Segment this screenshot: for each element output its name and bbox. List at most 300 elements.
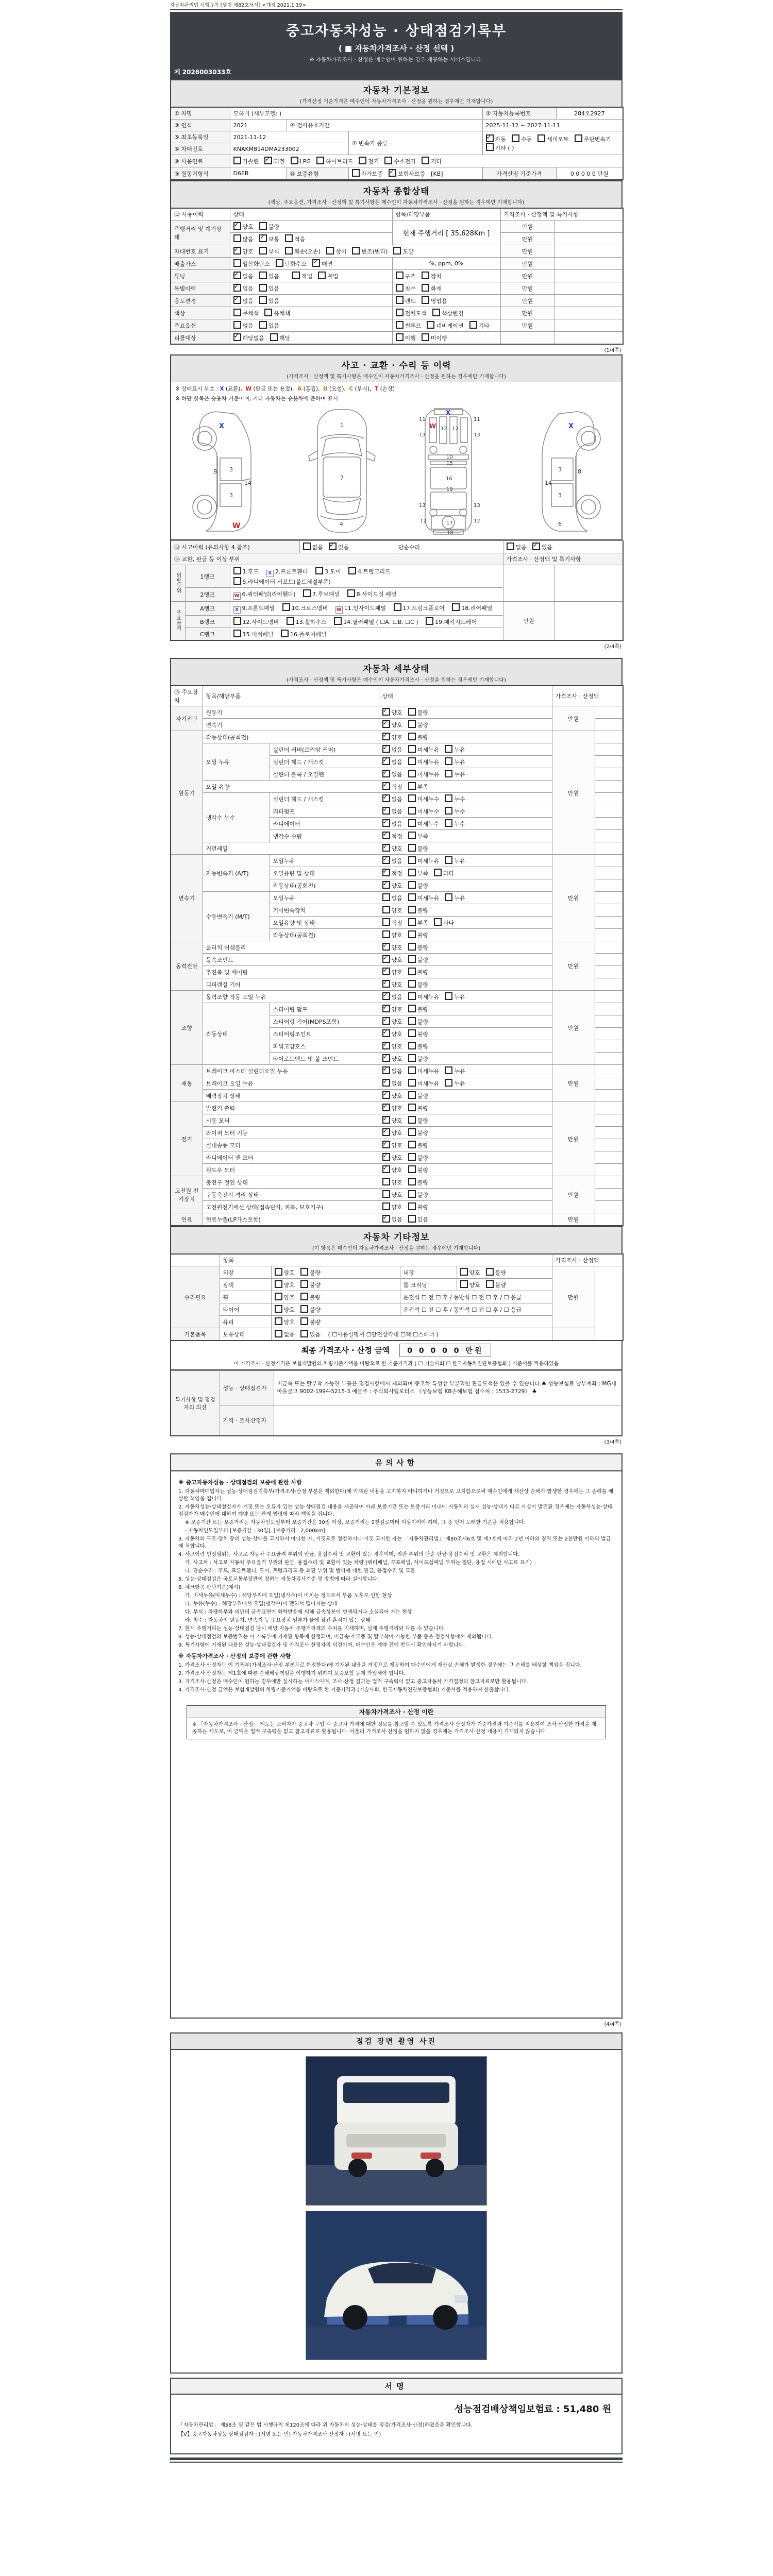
checkbox-option: 상이 <box>326 248 346 255</box>
svg-text:8: 8 <box>577 468 581 475</box>
checked-checkbox-icon <box>382 1141 390 1148</box>
state-code-T: T <box>375 386 379 392</box>
document-header <box>170 14 623 79</box>
checked-checkbox-icon <box>382 1128 390 1136</box>
checkbox-option: 미세누유 <box>408 858 440 865</box>
item-label: 작동상태(공회전) <box>270 929 379 941</box>
document-subnote: ※ 자동차가격조사 · 산정은 매수인이 원하는 경우 제공하는 서비스입니다. <box>309 57 483 63</box>
unchecked-checkbox-icon <box>275 1317 282 1325</box>
remark-cell <box>595 1102 623 1114</box>
state-checkboxes <box>379 1065 552 1077</box>
price-cell: 만원 <box>552 855 595 941</box>
checked-checkbox-icon <box>382 1042 390 1049</box>
remark-cell <box>595 756 623 768</box>
state-checkboxes <box>379 954 552 966</box>
state-checkboxes <box>379 867 552 879</box>
unchecked-checkbox-icon <box>275 1330 282 1337</box>
panel-item: 17.트렁크플로어 <box>394 605 445 612</box>
state-checkboxes <box>230 245 500 258</box>
checked-checkbox-icon <box>233 296 241 304</box>
final-price-label: 최종 가격조사 · 산정 금액 <box>301 1346 390 1355</box>
svg-text:13: 13 <box>473 503 480 509</box>
accident-history-checkboxes <box>299 541 395 553</box>
inspector-opinion: 비금속 또는 탈부착 가능한 부품은 점검사항에서 제외되며 중고차 특성상 부분적인 판금도색은 있을 수 있습니다.♣ 성능보험료 납부계좌 : MG새마을금고 9002-1994-5215-3 예금주 : 주식회사팀모터스 《성능보험 KB손해보험 접수처 : 1533-2729》 ♣ <box>274 1371 622 1405</box>
panel-group-label: 주요골격 <box>171 602 185 641</box>
item-label: 연료누출(LP가스포함) <box>203 1213 379 1226</box>
remark-cell <box>595 991 623 1003</box>
unchecked-checkbox-icon <box>408 819 416 827</box>
checkbox-option: 누수 <box>445 796 465 803</box>
state-checkboxes <box>230 332 392 345</box>
notice-line: 2. 가격조사·산정자는 제1호에 따른 손해배상책임을 이행하기 위하여 보증보험 등에 가입해야 합니다. <box>178 1671 406 1676</box>
item-label: 스티어링 기어(MDPS포함) <box>270 1015 379 1028</box>
price-cell: 만원 <box>552 731 595 855</box>
sub-group-label: 수동변속기 (M/T) <box>203 892 270 941</box>
page-marker: (4/4쪽) <box>604 2022 621 2027</box>
checkbox-option: 부족 <box>408 920 428 926</box>
unchecked-checkbox-icon <box>408 1128 416 1136</box>
svg-text:12: 12 <box>440 426 447 432</box>
item-label: 발전기 출력 <box>203 1102 379 1114</box>
remark-cell <box>595 793 623 805</box>
checkbox-option: 불량 <box>486 1282 506 1289</box>
unchecked-checkbox-icon <box>408 733 416 740</box>
top-rule <box>170 9 623 14</box>
checkbox-option: ✓ 양호 <box>382 1130 402 1137</box>
section-other-header <box>170 1226 623 1253</box>
table-row: 휠 양호 불량 운전석 ☐ 전 ☐ 후 / 동반석 ☐ 전 ☐ 후 / ☐ 응급 <box>171 1291 623 1303</box>
unchecked-checkbox-icon <box>408 943 416 951</box>
unchecked-checkbox-icon <box>452 603 460 611</box>
state-checkboxes <box>379 781 552 793</box>
unchecked-checkbox-icon <box>396 296 404 304</box>
unchecked-checkbox-icon <box>408 955 416 963</box>
svg-text:10: 10 <box>446 454 453 460</box>
opinions-table <box>170 1370 623 1436</box>
unchecked-checkbox-icon <box>285 234 293 242</box>
sub-group-label: 냉각수 누수 <box>203 793 270 842</box>
state-checkboxes <box>379 719 552 731</box>
state-checkboxes <box>230 282 392 295</box>
photo-list <box>171 2050 621 2372</box>
panel-item: W 11.인사이드패널 <box>335 605 386 612</box>
checkbox-option: ✓ 양호 <box>233 248 254 255</box>
unchecked-checkbox-icon <box>300 1268 308 1276</box>
checked-checkbox-icon <box>312 259 320 267</box>
checked-checkbox-icon <box>382 1079 390 1087</box>
notice-line: 1. 가격조사·산정자는 이 기록부(가격조사·산정 부분으로 한정한다)에 기재된 내용을 거짓으로 제공하여 매수인에게 재산상 손해가 발생한 경우에는 그 손해를 배상할 책임을 집니다. <box>178 1663 582 1668</box>
unchecked-checkbox-icon <box>408 757 416 765</box>
checkbox-option: ✓ 디젤 <box>264 158 284 165</box>
svg-text:3: 3 <box>229 492 233 499</box>
unchecked-checkbox-icon <box>408 918 416 926</box>
state-checkboxes <box>379 1102 552 1114</box>
unchecked-checkbox-icon <box>486 1268 494 1276</box>
remark-cell <box>595 781 623 793</box>
item-label: 파워고압호스 <box>270 1040 379 1053</box>
checkbox-option: ✓ 없음 <box>382 1080 402 1087</box>
item-label: 구동축전지 격리 상태 <box>203 1189 379 1201</box>
notice-line: 가. 사고차 : 사고로 자동차 주요골격 부위의 판금, 용접수리 및 교환이 있는 차량 (쿼터패널, 루프패널, 사이드실패널 부위는 절단, 용접 시에만 사고로 표기) <box>178 1560 532 1566</box>
unchecked-checkbox-icon <box>422 157 429 164</box>
unchecked-checkbox-icon <box>445 819 452 827</box>
checked-checkbox-icon <box>382 1054 390 1062</box>
state-checkboxes <box>379 1139 552 1151</box>
panel-item: X 9.프론트패널 <box>233 605 275 612</box>
unchecked-checkbox-icon <box>408 893 416 901</box>
checkbox-option: 적법 <box>292 273 312 280</box>
state-checkboxes <box>379 879 552 892</box>
checkbox-option: 미세누유 <box>408 895 440 902</box>
unchecked-checkbox-icon <box>408 1202 416 1210</box>
page-marker: (3/4쪽) <box>604 1439 621 1445</box>
unchecked-checkbox-icon <box>281 630 289 637</box>
current-mileage: 현재 주행거리 [ 35,628Km ] <box>392 221 500 245</box>
price-cell: 만원 <box>552 1213 595 1226</box>
svg-text:12: 12 <box>419 518 427 524</box>
checkbox-option: ✓ 양호 <box>382 734 402 741</box>
state-checkboxes <box>379 743 552 756</box>
checkbox-option: 구조 <box>396 273 416 280</box>
checkbox-option: 썬루프 <box>396 323 422 329</box>
field-label: ⑥ 차대번호 <box>171 143 230 155</box>
checkbox-option: 불량 <box>408 969 428 976</box>
table-row <box>171 155 623 167</box>
checkbox-option: 도말 <box>393 248 413 255</box>
panel-item: 8.사이드실 패널 <box>347 591 397 598</box>
state-code-U: U <box>323 386 328 392</box>
panel-items <box>230 628 503 641</box>
item-label: 충전구 절연 상태 <box>203 1176 379 1189</box>
checkbox-option: 누유 <box>445 1080 465 1087</box>
table-row <box>171 1371 622 1405</box>
checkbox-option: 불량 <box>408 1105 428 1112</box>
unchecked-checkbox-icon <box>507 543 514 550</box>
unchecked-checkbox-icon <box>408 906 416 913</box>
checkbox-option: 무채색 <box>233 310 259 317</box>
checkbox-option: 불량 <box>408 1006 428 1013</box>
panel-mark-X-icon: X <box>266 570 274 577</box>
state-checkboxes <box>379 1053 552 1065</box>
unchecked-checkbox-icon <box>486 1280 494 1288</box>
checked-checkbox-icon <box>382 733 390 740</box>
state-checkboxes <box>379 842 552 855</box>
state-code-legend: ※ 상태표시 부호 : X (교환), W (판금 또는 용접), A (흠집), U (요철), C (부식), T (손상) <box>175 386 395 392</box>
unchecked-checkbox-icon <box>396 284 404 292</box>
checkbox-option: 양호 <box>275 1269 295 1276</box>
checkbox-option: 없음 <box>303 544 323 551</box>
checkbox-option: ✓ 있음 <box>532 544 552 551</box>
simple-repair-checkboxes <box>503 541 623 553</box>
table-row <box>171 1176 623 1189</box>
checkbox-option: 훼손(오손) <box>285 248 321 255</box>
checkbox-option: ✓ 없음 <box>382 1068 402 1075</box>
unchecked-checkbox-icon <box>396 309 404 316</box>
remark-cell <box>595 1040 623 1053</box>
state-checkboxes <box>379 1127 552 1139</box>
checkbox-option: 이행 <box>396 335 416 342</box>
checkbox-option: ✓ 양호 <box>382 957 402 963</box>
final-price-box <box>170 1341 623 1370</box>
checkbox-option: 불량 <box>408 1031 428 1038</box>
state-checkboxes <box>379 1189 552 1201</box>
unchecked-checkbox-icon <box>408 794 416 802</box>
checkbox-option: 자가보증 <box>352 171 383 177</box>
item-label: 작동상태(공회전) <box>203 731 379 743</box>
state-checkboxes <box>379 1028 552 1040</box>
unchecked-checkbox-icon <box>291 157 298 164</box>
checked-checkbox-icon <box>382 708 390 716</box>
checkbox-option: 양호 <box>275 1294 295 1301</box>
checked-checkbox-icon <box>233 247 241 255</box>
car-diagrams <box>175 403 617 539</box>
unchecked-checkbox-icon <box>233 234 241 242</box>
checked-checkbox-icon <box>382 1005 390 1012</box>
checkbox-option: ✓ 없음 <box>382 759 402 766</box>
unchecked-checkbox-icon <box>382 893 390 901</box>
unchecked-checkbox-icon <box>408 770 416 777</box>
remark-cell <box>595 1053 623 1065</box>
checkbox-option: 수동 <box>512 136 532 143</box>
table-row: 광택 양호 불량 룸 크리닝 양호 불량 <box>171 1279 623 1291</box>
item-label: 스티어링조인트 <box>270 1028 379 1040</box>
unchecked-checkbox-icon <box>270 333 278 341</box>
mark-x-left: X <box>219 422 224 430</box>
unchecked-checkbox-icon <box>382 1190 390 1198</box>
checkbox-option: 과다 <box>434 920 454 926</box>
table-row <box>171 1065 623 1077</box>
item-label: 추진축 및 베어링 <box>203 966 379 978</box>
remark-cell <box>595 768 623 781</box>
checkbox-option: 불량 <box>408 932 428 939</box>
device-group-label: 변속기 <box>171 855 203 941</box>
unchecked-checkbox-icon <box>427 321 434 329</box>
checked-checkbox-icon <box>264 157 272 164</box>
panel-mark-W-icon: W <box>335 606 343 614</box>
unchecked-checkbox-icon <box>432 309 440 316</box>
table-header-row: 항목 가격조사 · 산정액 <box>171 1254 623 1266</box>
checkbox-option: 양호 <box>275 1307 295 1313</box>
signer-line: 【Ⅴ】중고자동차성능·상태점검자 : (서명 또는 인) 자동차가격조사·산정자 : (서명 또는 인) <box>178 2432 381 2437</box>
unchecked-checkbox-icon <box>275 1280 282 1288</box>
notice-line: 8. 성능·상태점검의 보증범위는 이 기록부에 기재된 항목에 한정되며, 비금속·소모품 및 탈부착이 가능한 부품 등은 점검사항에서 제외됩니다. <box>178 1634 493 1640</box>
checked-checkbox-icon <box>389 169 396 177</box>
mark-w-left: W <box>232 522 240 530</box>
device-group-label: 제동 <box>171 1065 203 1102</box>
final-price-row <box>175 1344 617 1357</box>
remark-cell <box>595 954 623 966</box>
checked-checkbox-icon <box>382 1104 390 1111</box>
checked-checkbox-icon <box>382 794 390 802</box>
section-detail-header <box>170 658 623 685</box>
checked-checkbox-icon <box>233 222 241 230</box>
panel-item: 3.도어 <box>315 568 341 575</box>
unchecked-checkbox-icon <box>394 603 401 611</box>
section-accident-note: (가격조사 · 산정액 및 특기사항은 매수인이 자동차가격조사 · 산정을 원하는 경우에만 기재합니다) <box>287 374 506 380</box>
table-row: 색상 무채색 유채색 전체도색 색상변경 만원 <box>171 307 623 319</box>
checkbox-option: 영업용 <box>422 298 447 304</box>
remark-cell <box>595 966 623 978</box>
checkbox-option: 불량 <box>300 1269 321 1276</box>
field-value: 284오2927 <box>556 107 623 120</box>
remark-cell <box>595 867 623 879</box>
section-detail-title: 자동차 세부상태 <box>363 664 430 674</box>
checkbox-option: 수소전기 <box>384 158 416 165</box>
checkbox-option: 미세누수 <box>408 821 440 827</box>
table-row: 외판부위 1랭크 1.후드 X 2.프론트휀더 3.도어 4.트렁크리드 5.라디에이터 서포트(볼트체결부품) <box>171 565 623 588</box>
checked-checkbox-icon <box>233 333 241 341</box>
checked-checkbox-icon <box>382 955 390 963</box>
unchecked-checkbox-icon <box>408 980 416 988</box>
state-checkboxes <box>379 830 552 842</box>
state-checkboxes <box>230 258 392 270</box>
table-row: ⑭ 교환, 판금 등 이상 부위 가격조사 · 산정액 및 특기사항 <box>171 553 623 565</box>
unchecked-checkbox-icon <box>408 881 416 889</box>
unchecked-checkbox-icon <box>275 1293 282 1300</box>
section-overall-header <box>170 180 623 208</box>
svg-text:11: 11 <box>473 417 480 422</box>
checkbox-option: 불량 <box>408 1179 428 1186</box>
remark-cell <box>595 1151 623 1164</box>
checked-checkbox-icon <box>382 745 390 753</box>
unchecked-checkbox-icon <box>445 856 452 864</box>
checkbox-option: 누유 <box>445 895 465 902</box>
checkbox-option: ✓ 보통 <box>259 236 279 243</box>
unchecked-checkbox-icon <box>233 567 241 574</box>
item-label: 커먼레일 <box>203 842 379 855</box>
checked-checkbox-icon <box>382 1017 390 1025</box>
remark-cell <box>595 818 623 830</box>
svg-text:3: 3 <box>558 466 562 473</box>
warranty-checkboxes <box>348 167 482 180</box>
checkbox-option: ✓ 없음 <box>382 994 402 1001</box>
unchecked-checkbox-icon <box>408 832 416 839</box>
field-label: ⑨ 원동기형식 <box>171 167 230 180</box>
item-label: 동력조향 작동 오일 누유 <box>203 991 379 1003</box>
final-price-note: 이 가격조사 · 산정가격은 보험개발원의 차량기준가액을 바탕으로 한 기준가격과 ( ☐ 기술사회 ☐ 한국자동차진단보증협회 ) 기준서를 적용하였음 <box>233 1361 559 1367</box>
checkbox-option: 불량 <box>408 883 428 889</box>
unchecked-checkbox-icon <box>460 1280 468 1288</box>
checkbox-option: 적정 <box>382 920 402 926</box>
table-row <box>171 120 623 131</box>
checked-checkbox-icon <box>382 869 390 876</box>
page-marker: (1/4쪽) <box>604 348 621 353</box>
table-row <box>171 1405 622 1436</box>
unchecked-checkbox-icon <box>408 869 416 876</box>
state-checkboxes <box>379 941 552 954</box>
checkbox-option: 불량 <box>300 1294 321 1301</box>
unchecked-checkbox-icon <box>382 930 390 938</box>
definition-box-title: 자동차가격조사 · 산정 이란 <box>187 1706 606 1718</box>
state-checkboxes <box>379 706 552 719</box>
table-row: C랭크 15.대쉬패널 16.플로어패널 <box>171 628 623 641</box>
unchecked-checkbox-icon <box>575 134 582 142</box>
checkbox-option: ✓ 양호 <box>382 1105 402 1112</box>
unchecked-checkbox-icon <box>285 247 293 255</box>
checked-checkbox-icon <box>382 992 390 1000</box>
checkbox-option: ✓ 없음 <box>233 285 254 292</box>
checkbox-option: 기타 <box>422 158 442 165</box>
section-overall-title: 자동차 종합상태 <box>363 187 430 197</box>
state-checkboxes <box>230 221 392 233</box>
item-label: 실린더 블록 / 오일팬 <box>270 768 379 781</box>
section-basic-title: 자동차 기본정보 <box>363 86 430 96</box>
unchecked-checkbox-icon <box>408 782 416 790</box>
unchecked-checkbox-icon <box>408 844 416 852</box>
state-checkboxes <box>379 1201 552 1213</box>
panel-item: 10.크로스멤버 <box>282 605 328 612</box>
checkbox-option: ✓ 있음 <box>329 544 349 551</box>
checkbox-option: 가솔린 <box>233 158 259 165</box>
unchecked-checkbox-icon <box>408 807 416 815</box>
svg-text:6: 6 <box>558 521 562 528</box>
accident-diagram-area <box>170 382 623 540</box>
notice-line: 3. 자동차의 구조·장치 등의 성능·상태를 고지하지 아니한 자, 거짓으로 점검하거나 거짓 고지한 자는 「자동차관리법」 제80조제6호 및 제7호에 따라 2년 이하의 징역 또는 2천만원 이하의 벌금에 처합니다. <box>178 1536 611 1549</box>
checkbox-option: ✓ 적정 <box>382 784 402 790</box>
checkbox-option: 세미오토 <box>537 136 569 143</box>
checkbox-option: 있음 <box>408 1216 428 1223</box>
signature-title: 서명 <box>171 2379 621 2395</box>
checkbox-option: 불량 <box>408 845 428 852</box>
unchecked-checkbox-icon <box>259 284 267 292</box>
unchecked-checkbox-icon <box>486 143 494 151</box>
state-checkboxes <box>379 1003 552 1015</box>
svg-text:15: 15 <box>446 461 453 466</box>
table-row: 타이어 양호 불량 운전석 ☐ 전 ☐ 후 / 동반석 ☐ 전 ☐ 후 / ☐ 응급 <box>171 1303 623 1316</box>
field-label: ④ 검사유효기간 <box>287 120 482 131</box>
checkbox-option: 침수 <box>396 285 416 292</box>
checked-checkbox-icon <box>382 819 390 827</box>
checkbox-option: 미세누유 <box>408 771 440 778</box>
section-accident-title: 사고 · 교환 · 수리 등 이력 <box>341 361 451 371</box>
svg-text:11: 11 <box>418 417 426 422</box>
document-title: 중고자동차성능 · 상태점검기록부 <box>285 23 507 39</box>
checked-checkbox-icon <box>382 844 390 852</box>
remark-cell <box>595 892 623 904</box>
notice-line: 3. 가격조사·산정은 매수인이 원하는 경우에만 실시하는 서비스이며, 조사·산정 결과는 법적 구속력이 없고 중고자동차 가격결정의 참고자료로만 활용됩니다. <box>178 1679 528 1685</box>
checkbox-option: 양호 <box>382 1192 402 1198</box>
item-label: 변속기 <box>203 719 379 731</box>
svg-text:14: 14 <box>544 480 552 486</box>
field-label: ⑧ 사용연료 <box>171 155 230 167</box>
state-checkboxes <box>379 966 552 978</box>
state-checkboxes <box>230 270 392 282</box>
unchecked-checkbox-icon <box>300 1317 308 1325</box>
appraiser-opinion <box>274 1405 622 1436</box>
svg-text:18: 18 <box>446 530 453 535</box>
unchecked-checkbox-icon <box>282 603 290 611</box>
checkbox-option: 있음 <box>259 323 279 329</box>
checkbox-option: 탄화수소 <box>276 261 307 267</box>
notice-line: 4. 가격조사·산정 금액은 보험개발원의 차량기준가액을 바탕으로 한 기준가격과 (기술사회, 한국자동차진단보증협회) 기준서를 적용하여 산출합니다. <box>178 1687 511 1693</box>
checkbox-option: ✓ 없음 <box>233 273 254 280</box>
remark-cell <box>595 904 623 917</box>
photo-section-title: 점검 장면 촬영 사진 <box>171 2033 621 2050</box>
checkbox-option: 부족 <box>408 784 428 790</box>
notice-line: 라. 침수 : 자동차의 원동기, 변속기 등 주요장치 일부가 물에 잠긴 흔적이 있는 상태 <box>178 1618 371 1623</box>
checkbox-option: ✓ 양호 <box>382 969 402 976</box>
checkbox-option: ✓ 없음 <box>382 808 402 815</box>
svg-text:12: 12 <box>451 426 459 432</box>
unchecked-checkbox-icon <box>408 1017 416 1025</box>
remark-cell <box>595 719 623 731</box>
checkbox-option: 부족 <box>408 870 428 877</box>
checkbox-option: 많음 <box>233 236 254 243</box>
fuel-checkboxes <box>230 155 623 167</box>
checkbox-option: 미세누유 <box>408 1068 440 1075</box>
checkbox-option: ✓ 양호 <box>382 1006 402 1013</box>
checkbox-option: 불량 <box>486 1269 506 1276</box>
